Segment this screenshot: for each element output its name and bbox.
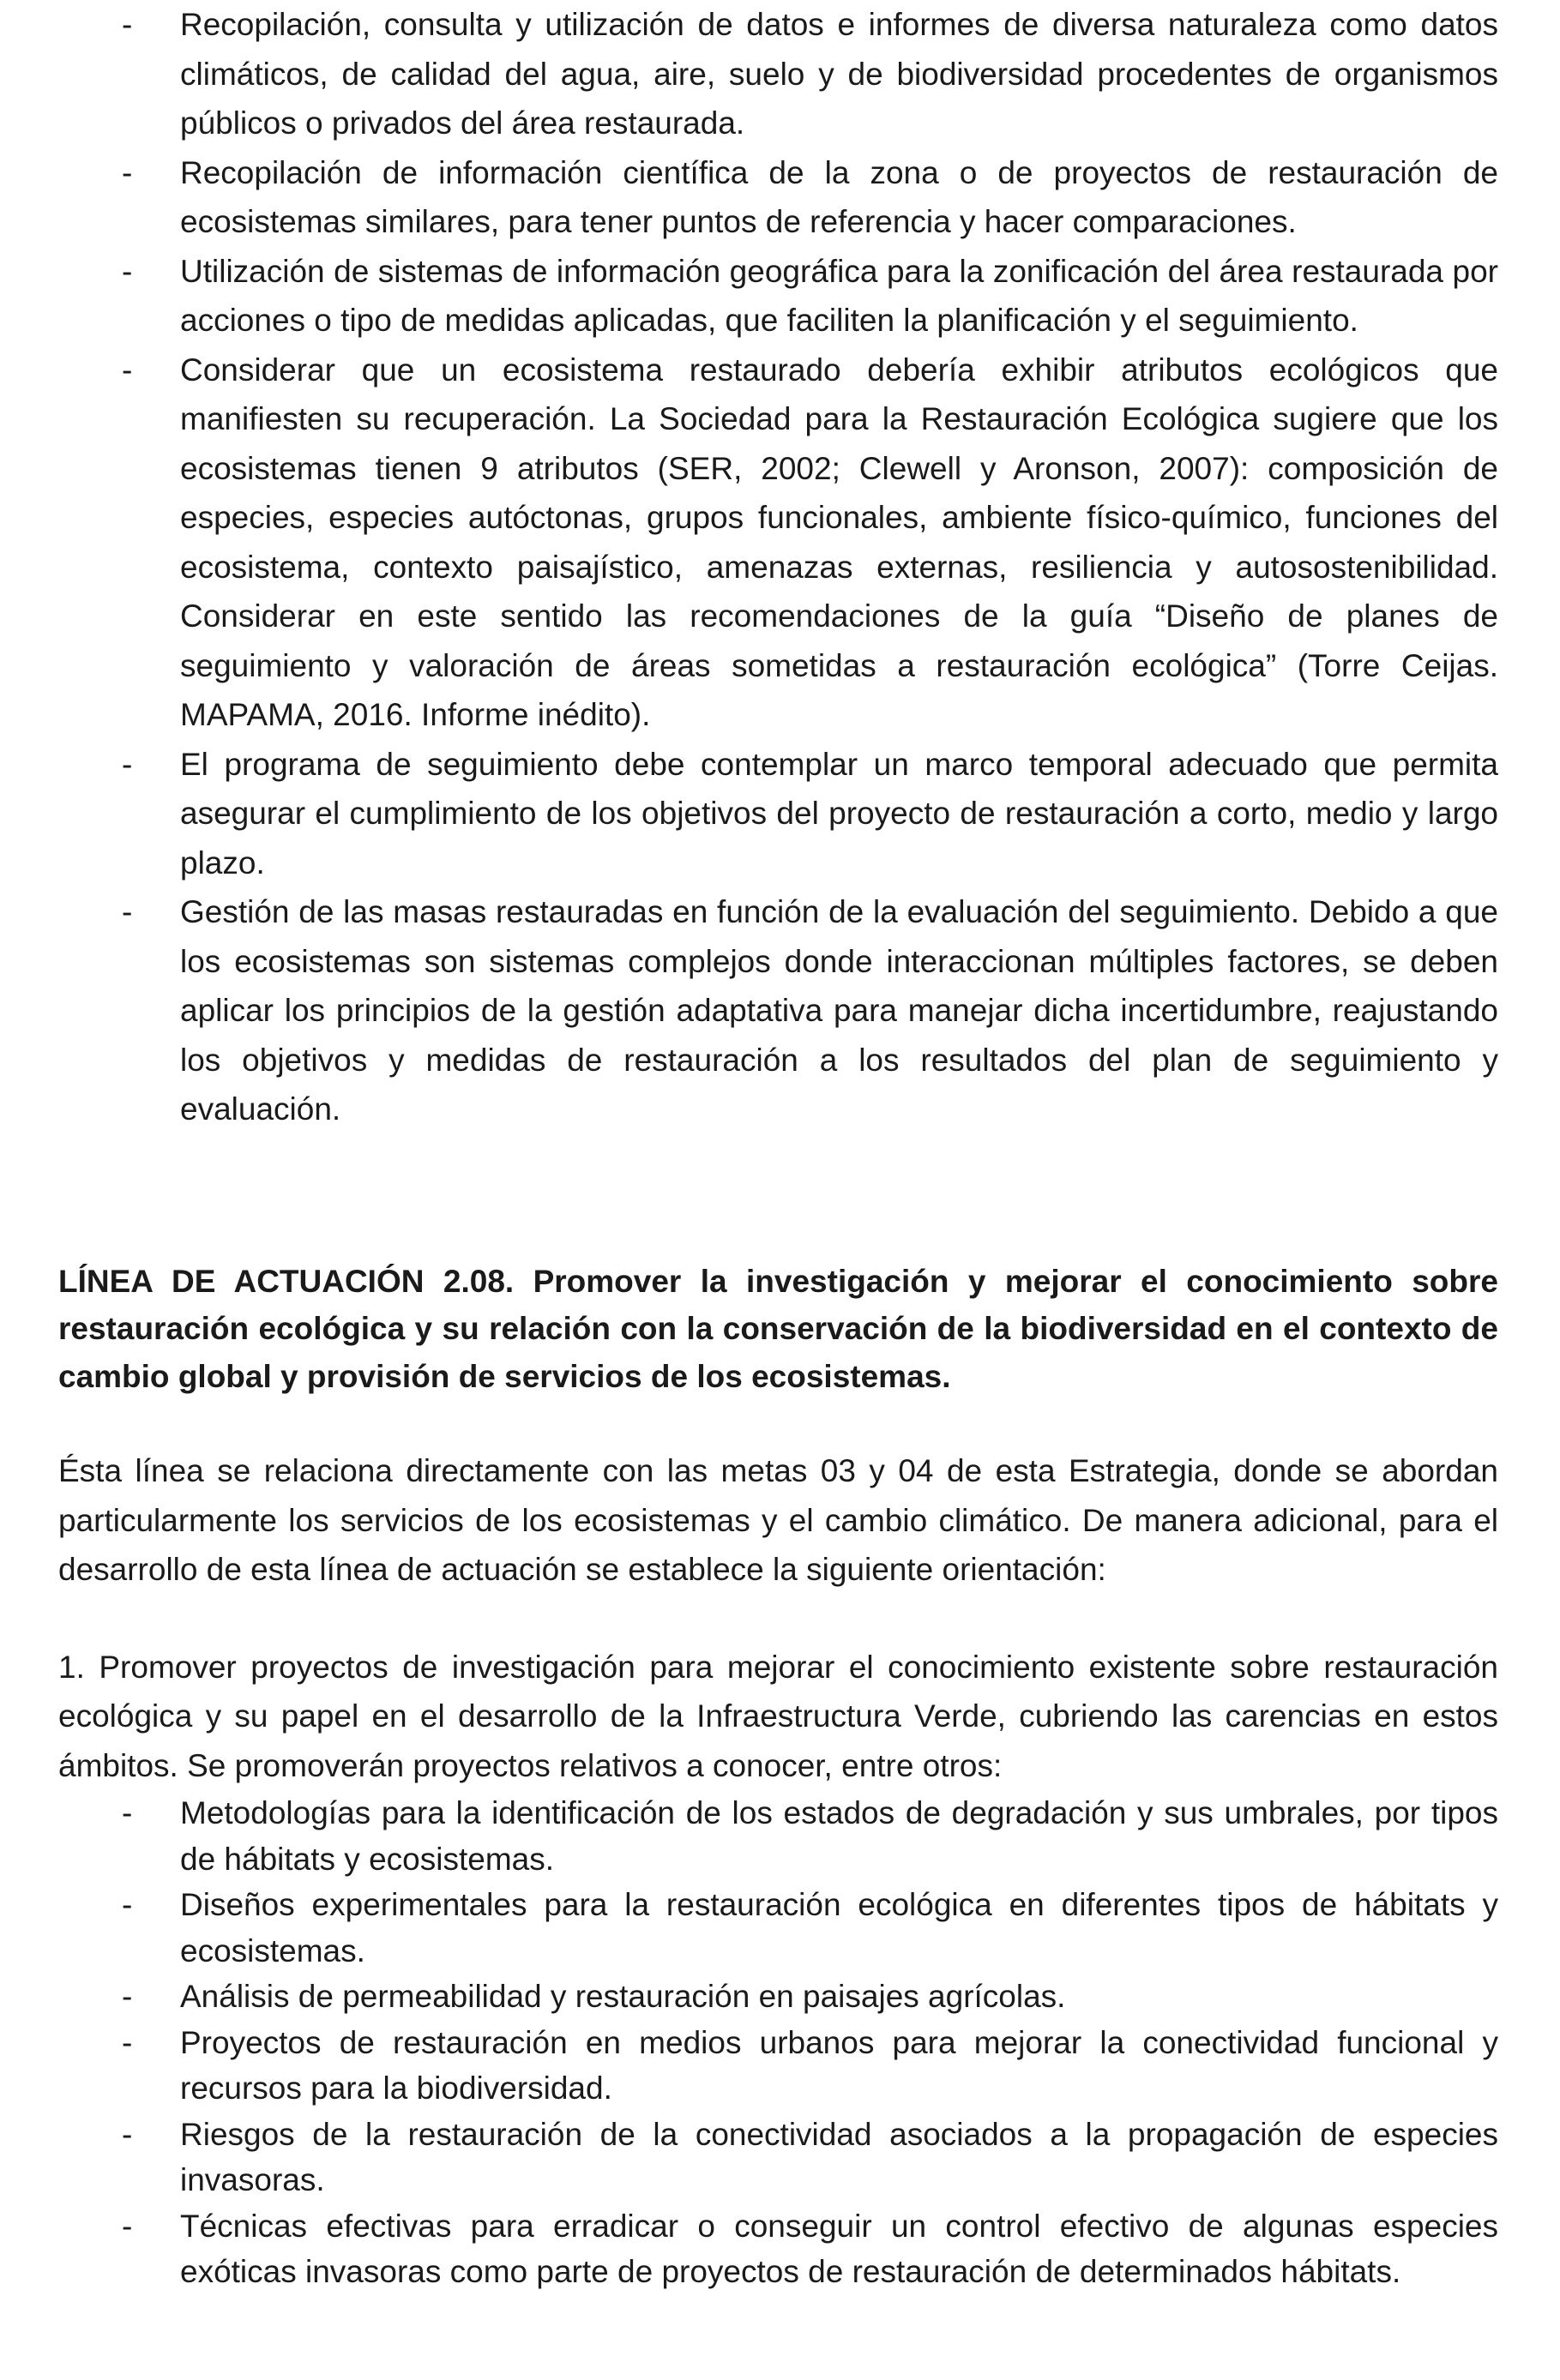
list-item <box>58 0 1498 148</box>
list-item-text: Análisis de permeabilidad y restauración en paisajes agrícolas. <box>180 1979 1066 2014</box>
list-item <box>58 740 1498 888</box>
list-item-text: Utilización de sistemas de información geográfica para la zonificación del área restaurada por acciones o tipo de medidas aplicadas, que faciliten la planificación y el seguimiento. <box>180 253 1498 338</box>
list-item-text: Riesgos de la restauración de la conectividad asociados a la propagación de especies invasoras. <box>180 2116 1498 2197</box>
list-item-text: Gestión de las masas restauradas en función de la evaluación del seguimiento. Debido a que los ecosistemas son sistemas complejos donde interaccionan múltiples factores, se deben aplicar los principios de la gestión adaptativa para manejar dicha incertidumbre, reajustando los objetivos y medidas de restauración a los resultados del plan de seguimiento y evaluación. <box>180 894 1498 1127</box>
list-item-text: El programa de seguimiento debe contemplar un marco temporal adecuado que permita asegurar el cumplimiento de los objetivos del proyecto de restauración a corto, medio y largo plazo. <box>180 746 1498 880</box>
list-item <box>58 247 1498 346</box>
numbered-paragraph: 1. Promover proyectos de investigación para mejorar el conocimiento existente sobre restauración ecológica y su papel en el desarrollo de la Infraestructura Verde, cubriendo las carencias en estos ámbitos. Se promoverán proyectos relativos a conocer, entre otros: <box>58 1649 1498 1783</box>
research-bullet-list <box>58 1790 1498 2295</box>
bullet-dash: - <box>122 894 133 929</box>
bullet-dash: - <box>122 253 133 289</box>
list-item-text: Proyectos de restauración en medios urbanos para mejorar la conectividad funcional y recursos para la biodiversidad. <box>180 2024 1498 2106</box>
bullet-dash: - <box>122 7 133 42</box>
top-bullet-list <box>58 0 1498 1134</box>
section-heading: LÍNEA DE ACTUACIÓN 2.08. Promover la investigación y mejorar el conocimiento sobre restauración ecológica y su relación con la conservación de la biodiversidad en el contexto de cambio global y provisión de servicios de los ecosistemas. <box>58 1263 1498 1394</box>
list-item <box>58 2020 1498 2112</box>
bullet-dash: - <box>122 2208 133 2244</box>
bullet-dash: - <box>122 1795 133 1830</box>
list-item <box>58 887 1498 1134</box>
list-item-text: Recopilación, consulta y utilización de datos e informes de diversa naturaleza como datos climáticos, de calidad del agua, aire, suelo y de biodiversidad procedentes de organismos públicos o privados del área restaurada. <box>180 7 1498 141</box>
list-item <box>58 2112 1498 2203</box>
bullet-dash: - <box>122 352 133 388</box>
list-item <box>58 1882 1498 1974</box>
list-item <box>58 148 1498 247</box>
list-item-text: Diseños experimentales para la restauración ecológica en diferentes tipos de hábitats y ecosistemas. <box>180 1887 1498 1968</box>
list-item-text: Técnicas efectivas para erradicar o conseguir un control efectivo de algunas especies exóticas invasoras como parte de proyectos de restauración de determinados hábitats. <box>180 2208 1498 2289</box>
intro-paragraph: Ésta línea se relaciona directamente con las metas 03 y 04 de esta Estrategia, donde se abordan particularmente los servicios de los ecosistemas y el cambio climático. De manera adicional, para el desarrollo de esta línea de actuación se establece la siguiente orientación: <box>58 1453 1498 1587</box>
list-item <box>58 346 1498 740</box>
bullet-dash: - <box>122 2024 133 2060</box>
list-item-text: Considerar que un ecosistema restaurado debería exhibir atributos ecológicos que manifiesten su recuperación. La Sociedad para la Restauración Ecológica sugiere que los ecosistemas tienen 9 atributos (SER, 2002; Clewell y Aronson, 2007): composición de especies, especies autóctonas, grupos funcionales, ambiente físico-químico, funciones del ecosistema, contexto paisajístico, amenazas externas, resiliencia y autosostenibilidad. Considerar en este sentido las recomendaciones de la guía “Diseño de planes de seguimiento y valoración de áreas sometidas a restauración ecológica” (Torre Ceijas. MAPAMA, 2016. Informe inédito). <box>180 352 1498 732</box>
list-item <box>58 1974 1498 2020</box>
bullet-dash: - <box>122 746 133 782</box>
bullet-dash: - <box>122 154 133 190</box>
list-item-text: Metodologías para la identificación de los estados de degradación y sus umbrales, por tipos de hábitats y ecosistemas. <box>180 1795 1498 1877</box>
bullet-dash: - <box>122 1979 133 2014</box>
list-item <box>58 1790 1498 1882</box>
bullet-dash: - <box>122 2116 133 2152</box>
list-item <box>58 2203 1498 2295</box>
list-item-text: Recopilación de información científica de la zona o de proyectos de restauración de ecosistemas similares, para tener puntos de referencia y hacer comparaciones. <box>180 154 1498 239</box>
bullet-dash: - <box>122 1887 133 1922</box>
